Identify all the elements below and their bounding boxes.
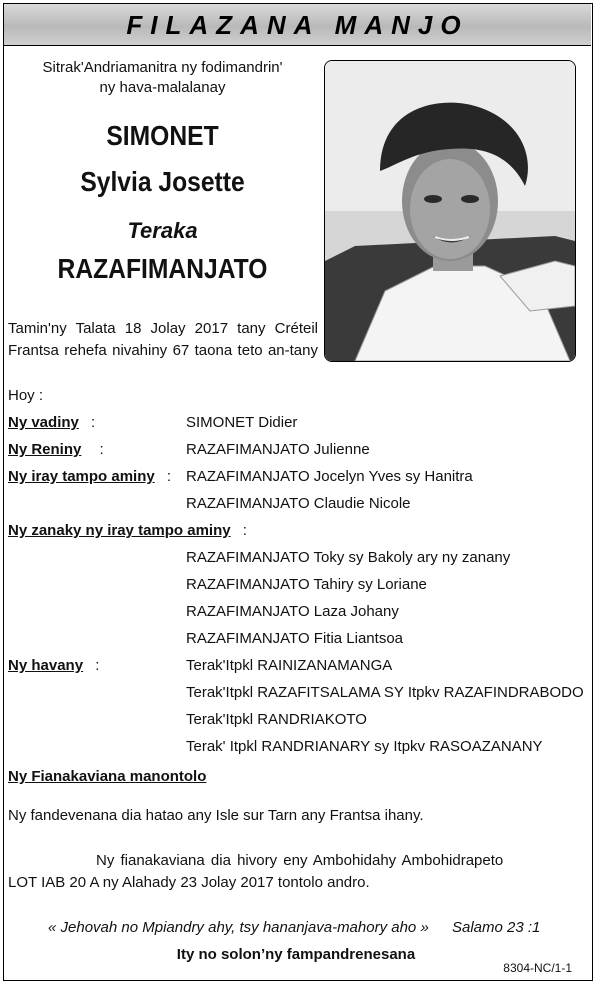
closing-statement: Ity no solon’ny fampandrenesana — [176, 946, 416, 963]
iray-tampo-name-1: RAZAFIMANJATO Jocelyn Yves sy Hanitra — [186, 468, 473, 485]
deceased-maiden-name: RAZAFIMANJATO — [57, 253, 268, 284]
fianakaviana-row — [8, 767, 206, 787]
vadiny-name: SIMONET Didier — [186, 414, 298, 431]
zanaky-label: Ny zanaky ny iray tampo aminy — [8, 522, 231, 539]
reniny-colon: : — [99, 441, 104, 458]
iray-tampo-name-2: RAZAFIMANJATO Claudie Nicole — [186, 495, 411, 512]
iray-tampo-label: Ny iray tampo aminy — [8, 468, 155, 485]
zanaky-name-3: RAZAFIMANJATO Laza Johany — [186, 603, 399, 620]
havany-colon: : — [95, 657, 100, 674]
havany-name-4: Terak' Itpkl RANDRIANARY sy Itpkv RASOAZANANY — [186, 738, 543, 755]
portrait-photo — [324, 60, 576, 362]
zanaky-colon: : — [242, 522, 247, 539]
intro-text — [10, 58, 315, 98]
vadiny-row — [8, 413, 95, 433]
reniny-label: Ny Reniny — [8, 441, 82, 458]
iray-tampo-row — [8, 467, 171, 487]
zanaky-name-4: RAZAFIMANJATO Fitia Liantsoa — [186, 630, 404, 647]
fianakaviana-label: Ny Fianakaviana manontolo — [8, 768, 207, 785]
death-notice — [8, 318, 318, 362]
hivory-line-1: Ny fianakaviana dia hivory eny Ambohidahy Ambohidrapeto — [96, 852, 504, 869]
vadiny-colon: : — [91, 414, 96, 431]
intro-line-2: ny hava-malalanay — [99, 79, 226, 96]
havany-name-1: Terak'Itpkl RAINIZANAMANGA — [186, 657, 393, 674]
zanaky-row — [8, 521, 247, 541]
portrait-illustration — [325, 61, 575, 361]
vadiny-label: Ny vadiny — [8, 414, 79, 431]
havany-row — [8, 656, 99, 676]
havany-name-3: Terak'Itpkl RANDRIAKOTO — [186, 711, 367, 728]
havany-label: Ny havany — [8, 657, 84, 674]
death-line-2: Frantsa rehefa nivahiny 67 taona teto an-tany — [8, 342, 318, 359]
header-title: FILAZANA MANJO — [126, 10, 469, 40]
death-line-1: Tamin'ny Talata 18 Jolay 2017 tany Créteil — [8, 320, 318, 337]
verse-ref: Salamo 23 :1 — [452, 919, 541, 936]
header-banner — [4, 4, 591, 46]
teraka-label: Teraka — [127, 218, 198, 243]
fandevenana-note: Ny fandevenana dia hatao any Isle sur Tarn any Frantsa ihany. — [8, 807, 424, 824]
reniny-row — [8, 440, 104, 460]
hivory-line-2: LOT IAB 20 A ny Alahady 23 Jolay 2017 tontolo andro. — [8, 874, 370, 891]
zanaky-name-1: RAZAFIMANJATO Toky sy Bakoly ary ny zanany — [186, 549, 511, 566]
zanaky-name-2: RAZAFIMANJATO Tahiry sy Loriane — [186, 576, 427, 593]
verse-text: « Jehovah no Mpiandry ahy, tsy hananjava-mahory aho » — [48, 919, 429, 936]
deceased-given-names: Sylvia Josette — [80, 166, 245, 197]
hoy-label: Hoy : — [8, 387, 44, 404]
iray-tampo-colon: : — [166, 468, 172, 485]
reference-code: 8304-NC/1-1 — [503, 961, 572, 975]
intro-line-1: Sitrak'Andriamanitra ny fodimandrin' — [42, 59, 283, 76]
deceased-surname: SIMONET — [106, 120, 219, 151]
havany-name-2: Terak'Itpkl RAZAFITSALAMA SY Itpkv RAZAFINDRABODO — [186, 684, 584, 701]
reniny-name: RAZAFIMANJATO Julienne — [186, 441, 370, 458]
